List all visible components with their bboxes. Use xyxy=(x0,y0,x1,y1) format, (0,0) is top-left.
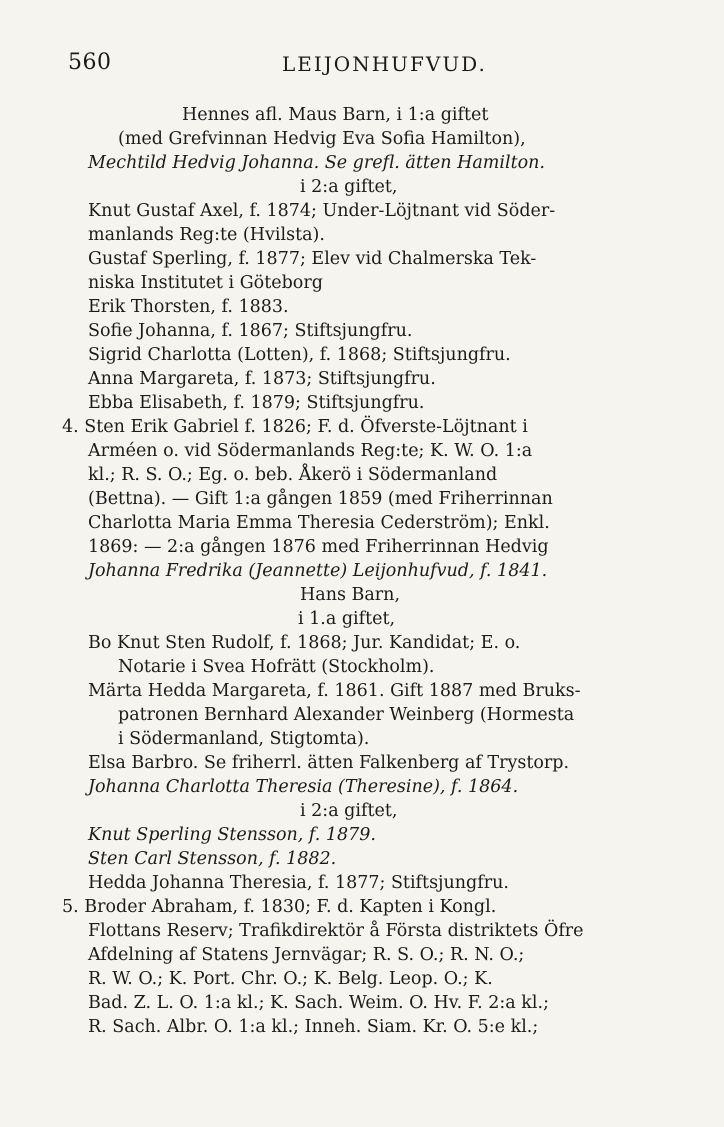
text-line: 5. Broder Abraham, f. 1830; F. d. Kapten i Kongl. xyxy=(62,897,497,917)
text-line: Märta Hedda Margareta, f. 1861. Gift 1887 med Bruks- xyxy=(88,681,581,701)
text-line: i 2:a giftet, xyxy=(300,177,398,197)
text-line: patronen Bernhard Alexander Weinberg (Hormesta xyxy=(118,705,575,725)
text-line: Knut Gustaf Axel, f. 1874; Under-Löjtnant vid Söder- xyxy=(88,201,556,221)
text-line: i 2:a giftet, xyxy=(300,801,398,821)
text-line: i Södermanland, Stigtomta). xyxy=(118,729,370,749)
text-line: (med Grefvinnan Hedvig Eva Sofia Hamilton), xyxy=(118,129,526,149)
text-line: Arméen o. vid Södermanlands Reg:te; K. W. O. 1:a xyxy=(88,441,533,461)
text-line: Ebba Elisabeth, f. 1879; Stiftsjungfru. xyxy=(88,393,425,413)
text-line: Sten Carl Stensson, f. 1882. xyxy=(88,849,337,869)
text-line: Hans Barn, xyxy=(300,585,401,605)
text-line: Afdelning af Statens Jernvägar; R. S. O.; R. N. O.; xyxy=(88,945,525,965)
text-line: i 1.a giftet, xyxy=(298,609,396,629)
text-line: Charlotta Maria Emma Theresia Cederström); Enkl. xyxy=(88,513,550,533)
text-line: R. Sach. Albr. O. 1:a kl.; Inneh. Siam. Kr. O. 5:e kl.; xyxy=(88,1017,539,1037)
text-line: 4. Sten Erik Gabriel f. 1826; F. d. Öfverste-Löjtnant i xyxy=(62,417,528,437)
text-line: Sofie Johanna, f. 1867; Stiftsjungfru. xyxy=(88,321,413,341)
text-line: Flottans Reserv; Trafikdirektör å Första distriktets Öfre xyxy=(88,921,584,941)
text-line: Erik Thorsten, f. 1883. xyxy=(88,297,289,317)
text-line: Mechtild Hedvig Johanna. Se grefl. ätten Hamilton. xyxy=(88,153,545,173)
text-line: R. W. O.; K. Port. Chr. O.; K. Belg. Leop. O.; K. xyxy=(88,969,493,989)
text-line: Hedda Johanna Theresia, f. 1877; Stiftsjungfru. xyxy=(88,873,509,893)
text-line: Sigrid Charlotta (Lotten), f. 1868; Stiftsjungfru. xyxy=(88,345,511,365)
text-line: manlands Reg:te (Hvilsta). xyxy=(88,225,325,245)
text-line: Anna Margareta, f. 1873; Stiftsjungfru. xyxy=(88,369,436,389)
text-line: (Bettna). — Gift 1:a gången 1859 (med Friherrinnan xyxy=(88,489,553,509)
text-line: Johanna Charlotta Theresia (Theresine), f. 1864. xyxy=(88,777,519,797)
text-line: Johanna Fredrika (Jeannette) Leijonhufvud, f. 1841. xyxy=(88,561,548,581)
text-line: niska Institutet i Göteborg xyxy=(88,273,323,293)
text-line: Bo Knut Sten Rudolf, f. 1868; Jur. Kandidat; E. o. xyxy=(88,633,521,653)
text-line: Knut Sperling Stensson, f. 1879. xyxy=(88,825,376,845)
text-line: Elsa Barbro. Se friherrl. ätten Falkenberg af Trystorp. xyxy=(88,753,570,773)
text-line: 1869: — 2:a gången 1876 med Friherrinnan Hedvig xyxy=(88,537,549,557)
text-line: Gustaf Sperling, f. 1877; Elev vid Chalmerska Tek- xyxy=(88,249,537,269)
running-title: LEIJONHUFVUD. xyxy=(282,52,487,76)
text-line: kl.; R. S. O.; Eg. o. beb. Åkerö i Södermanland xyxy=(88,465,498,485)
page-number: 560 xyxy=(68,50,112,75)
text-line: Hennes afl. Maus Barn, i 1:a giftet xyxy=(182,105,489,125)
text-line: Bad. Z. L. O. 1:a kl.; K. Sach. Weim. O. Hv. F. 2:a kl.; xyxy=(88,993,549,1013)
text-line: Notarie i Svea Hofrätt (Stockholm). xyxy=(118,657,435,677)
